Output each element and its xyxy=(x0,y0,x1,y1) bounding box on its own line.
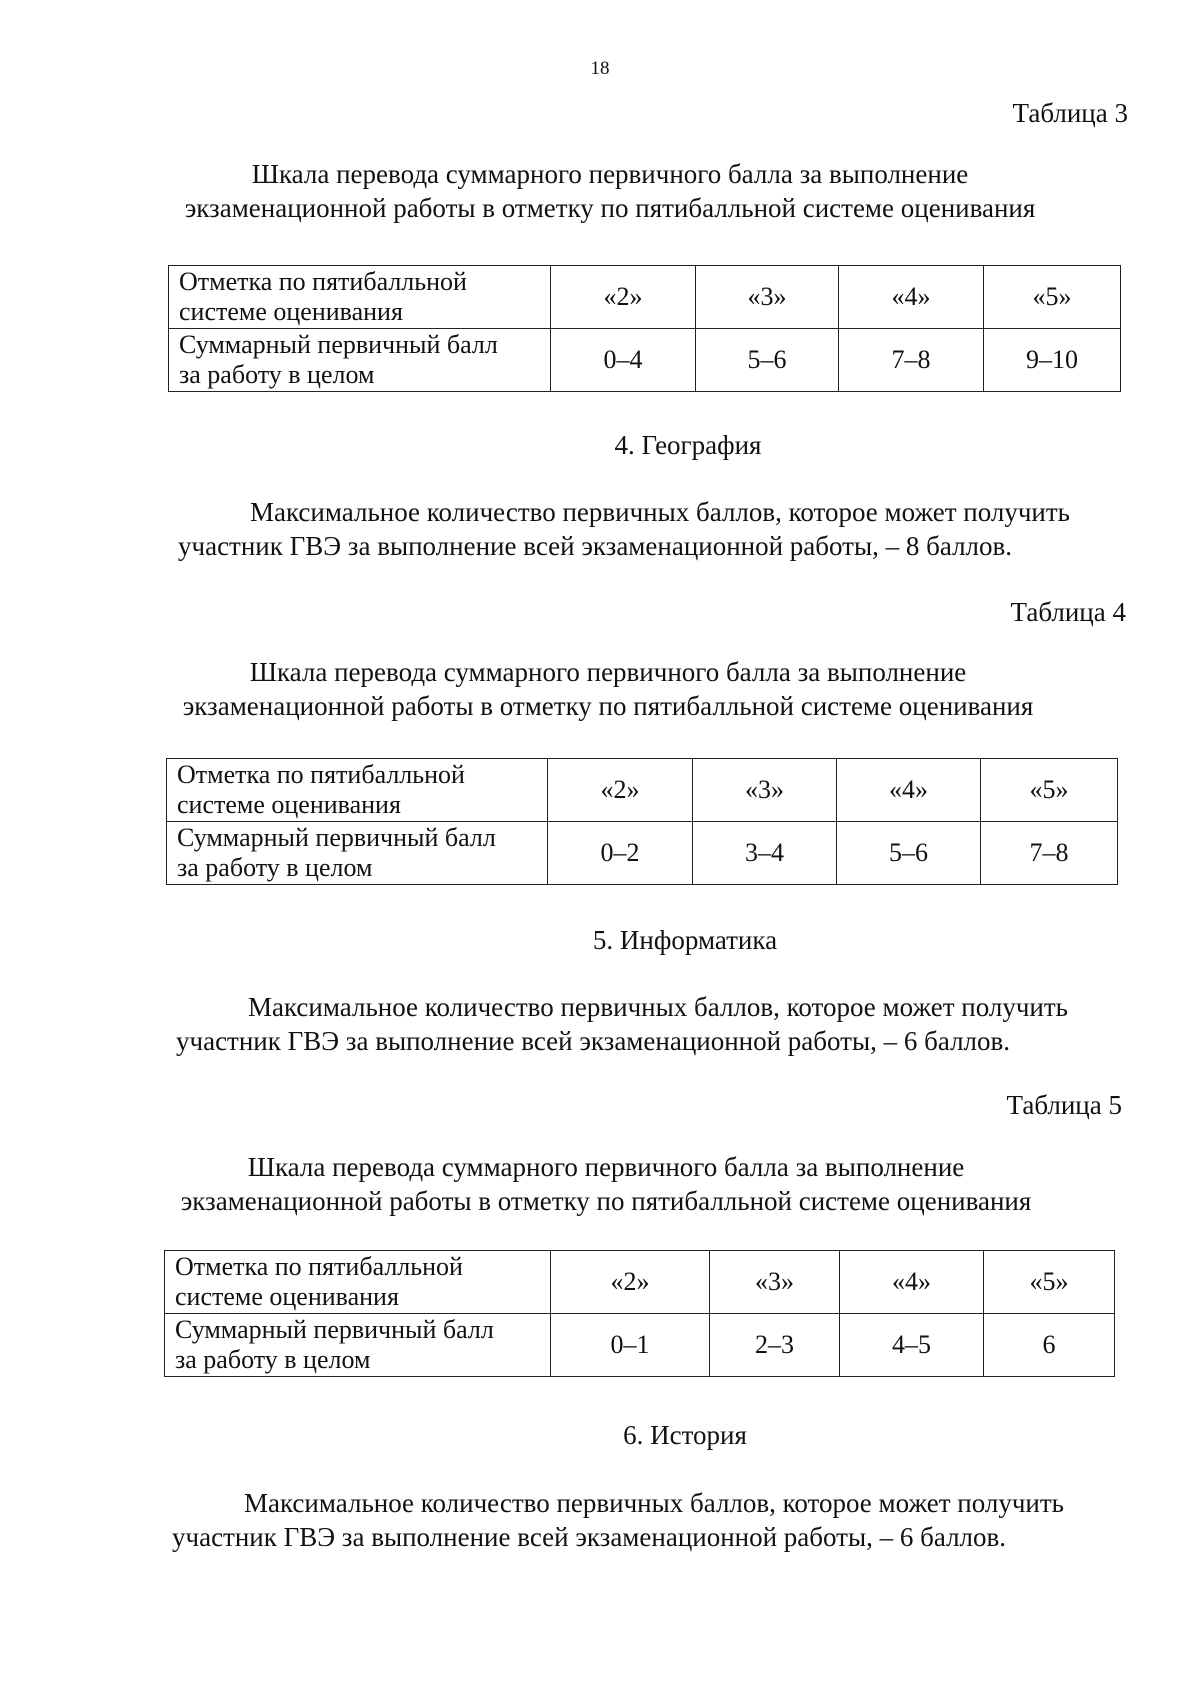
table-5-caption-line1: Шкала перевода суммарного первичного балла за выполнение xyxy=(247,1152,965,1182)
score-row-header xyxy=(169,329,551,392)
grade-cell: «5» xyxy=(984,1251,1115,1314)
table-4-caption-line2: экзаменационной работы в отметку по пятибалльной системе оценивания xyxy=(182,691,1034,721)
score-cell: 0–4 xyxy=(551,329,696,392)
grade-row-header-line1: Отметка по пятибалльной xyxy=(177,760,465,789)
score-cell: 5–6 xyxy=(837,822,981,885)
table-3-label: Таблица 3 xyxy=(1012,98,1128,128)
grade-row-header-line1: Отметка по пятибалльной xyxy=(179,267,467,296)
table-3 xyxy=(168,265,1121,392)
score-cell: 0–2 xyxy=(548,822,693,885)
section-4-text-line1: Максимальное количество первичных баллов, которое может получить xyxy=(250,497,1070,527)
table-5-caption xyxy=(106,1150,1106,1218)
table-4 xyxy=(166,758,1118,885)
table-3-caption-line2: экзаменационной работы в отметку по пятибалльной системе оценивания xyxy=(184,193,1036,223)
score-row-header xyxy=(167,822,548,885)
grade-row-header-line1: Отметка по пятибалльной xyxy=(175,1252,463,1281)
table-4-grade-row xyxy=(167,759,1118,822)
score-row-header-line1: Суммарный первичный балл xyxy=(175,1315,494,1344)
score-row-header-line2: за работу в целом xyxy=(179,360,375,389)
table-4-score-row xyxy=(167,822,1118,885)
grade-cell: «4» xyxy=(840,1251,984,1314)
section-6-text-line2: участник ГВЭ за выполнение всей экзаменационной работы, – 6 баллов. xyxy=(172,1522,1007,1552)
section-5-text-line1: Максимальное количество первичных баллов, которое может получить xyxy=(248,992,1068,1022)
table-4-caption xyxy=(108,655,1108,723)
grade-row-header xyxy=(167,759,548,822)
score-cell: 7–8 xyxy=(839,329,984,392)
grade-cell: «5» xyxy=(984,266,1121,329)
grade-cell: «2» xyxy=(551,1251,710,1314)
score-cell: 9–10 xyxy=(984,329,1121,392)
section-4-text-line2: участник ГВЭ за выполнение всей экзаменационной работы, – 8 баллов. xyxy=(178,531,1013,561)
score-row-header-line1: Суммарный первичный балл xyxy=(177,823,496,852)
score-row-header-line1: Суммарный первичный балл xyxy=(179,330,498,359)
table-3-grade-row xyxy=(169,266,1121,329)
score-cell: 6 xyxy=(984,1314,1115,1377)
table-5 xyxy=(164,1250,1115,1377)
score-cell: 2–3 xyxy=(710,1314,840,1377)
table-3-caption-line1: Шкала перевода суммарного первичного балла за выполнение xyxy=(251,159,969,189)
grade-row-header xyxy=(169,266,551,329)
table-5-score-row xyxy=(165,1314,1115,1377)
section-6-heading: 6. История xyxy=(623,1420,747,1450)
score-row-header-line2: за работу в целом xyxy=(177,853,373,882)
section-5-text-line2: участник ГВЭ за выполнение всей экзаменационной работы, – 6 баллов. xyxy=(176,1026,1011,1056)
score-cell: 5–6 xyxy=(696,329,839,392)
score-row-header xyxy=(165,1314,551,1377)
table-5-grade-row xyxy=(165,1251,1115,1314)
score-cell: 4–5 xyxy=(840,1314,984,1377)
grade-cell: «5» xyxy=(981,759,1118,822)
grade-cell: «2» xyxy=(548,759,693,822)
grade-cell: «4» xyxy=(837,759,981,822)
score-cell: 0–1 xyxy=(551,1314,710,1377)
table-3-score-row xyxy=(169,329,1121,392)
section-6-text-line1: Максимальное количество первичных баллов, которое может получить xyxy=(244,1488,1064,1518)
grade-cell: «2» xyxy=(551,266,696,329)
grade-cell: «3» xyxy=(693,759,837,822)
table-3-caption xyxy=(110,157,1110,225)
grade-row-header-line2: системе оценивания xyxy=(177,790,401,819)
section-5-text xyxy=(176,990,1076,1058)
table-4-label: Таблица 4 xyxy=(1010,597,1126,627)
score-row-header-line2: за работу в целом xyxy=(175,1345,371,1374)
table-4-caption-line1: Шкала перевода суммарного первичного балла за выполнение xyxy=(249,657,967,687)
grade-cell: «3» xyxy=(710,1251,840,1314)
section-4-text xyxy=(178,495,1078,563)
section-6-text xyxy=(172,1486,1072,1554)
table-5-label: Таблица 5 xyxy=(1006,1090,1122,1120)
grade-row-header-line2: системе оценивания xyxy=(175,1282,399,1311)
score-cell: 7–8 xyxy=(981,822,1118,885)
grade-row-header-line2: системе оценивания xyxy=(179,297,403,326)
section-5-heading: 5. Информатика xyxy=(592,925,778,955)
page-number: 18 xyxy=(590,58,610,79)
grade-cell: «3» xyxy=(696,266,839,329)
section-4-heading: 4. География xyxy=(614,430,762,460)
score-cell: 3–4 xyxy=(693,822,837,885)
grade-row-header xyxy=(165,1251,551,1314)
grade-cell: «4» xyxy=(839,266,984,329)
table-5-caption-line2: экзаменационной работы в отметку по пятибалльной системе оценивания xyxy=(180,1186,1032,1216)
